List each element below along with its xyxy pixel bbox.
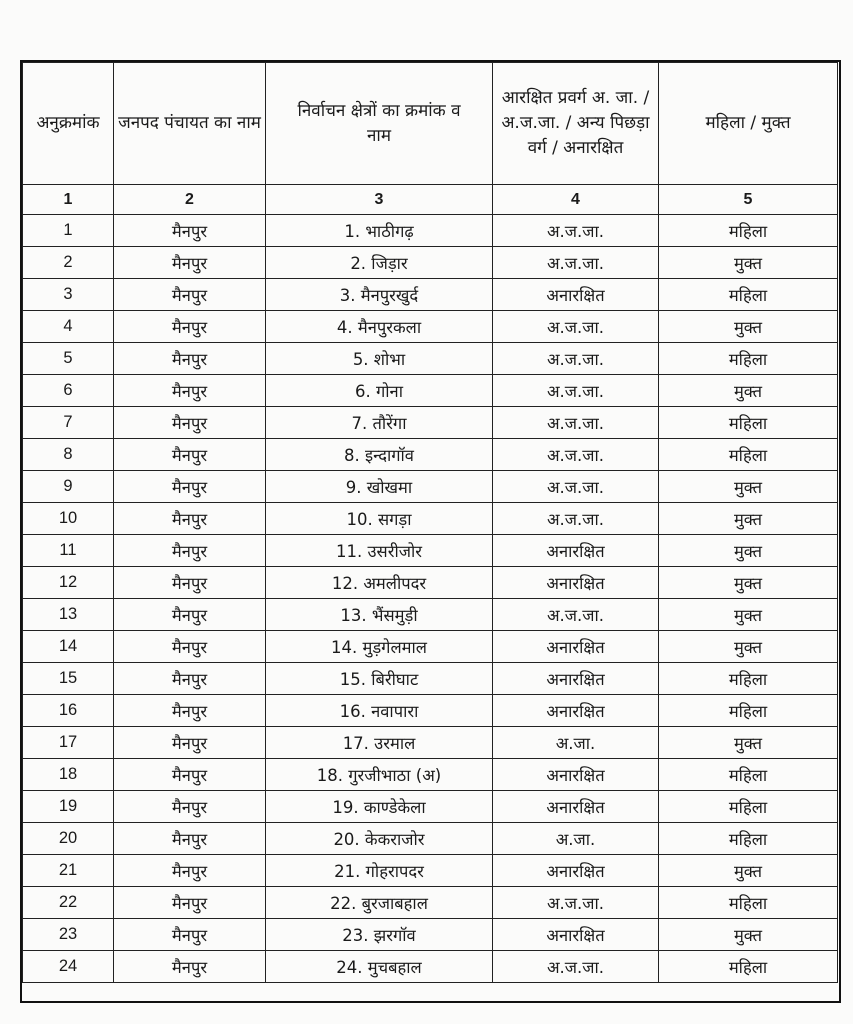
serial-cell: 1: [23, 215, 114, 247]
women-free-cell: मुक्त: [659, 311, 838, 343]
janpad-cell: मैनपुर: [114, 887, 266, 919]
constituency-cell: 18. गुरजीभाठा (अ): [266, 759, 493, 791]
serial-cell: 11: [23, 535, 114, 567]
janpad-cell: मैनपुर: [114, 247, 266, 279]
category-cell: अ.ज.जा.: [493, 439, 659, 471]
category-cell: अ.ज.जा.: [493, 407, 659, 439]
reservation-table: [22, 62, 838, 983]
janpad-cell: मैनपुर: [114, 343, 266, 375]
table-row: [23, 855, 838, 887]
constituency-cell: 11. उसरीजोर: [266, 535, 493, 567]
serial-cell: 9: [23, 471, 114, 503]
constituency-cell: 12. अमलीपदर: [266, 567, 493, 599]
serial-cell: 23: [23, 919, 114, 951]
category-cell: अ.ज.जा.: [493, 951, 659, 983]
table-row: [23, 439, 838, 471]
table-row: [23, 791, 838, 823]
category-cell: अ.ज.जा.: [493, 887, 659, 919]
janpad-cell: मैनपुर: [114, 727, 266, 759]
constituency-cell: 6. गोना: [266, 375, 493, 407]
table-row: [23, 567, 838, 599]
serial-cell: 16: [23, 695, 114, 727]
constituency-cell: 21. गोहरापदर: [266, 855, 493, 887]
table-row: [23, 247, 838, 279]
women-free-cell: महिला: [659, 695, 838, 727]
table-row: [23, 919, 838, 951]
header-janpad: जनपद पंचायत का नाम: [114, 63, 266, 185]
constituency-cell: 2. जिड़ार: [266, 247, 493, 279]
table-row: [23, 407, 838, 439]
janpad-cell: मैनपुर: [114, 663, 266, 695]
category-cell: अ.ज.जा.: [493, 311, 659, 343]
constituency-cell: 4. मैनपुरकला: [266, 311, 493, 343]
category-cell: अनारक्षित: [493, 855, 659, 887]
table-row: [23, 215, 838, 247]
column-number: 2: [114, 185, 266, 215]
serial-cell: 2: [23, 247, 114, 279]
women-free-cell: महिला: [659, 407, 838, 439]
table-row: [23, 535, 838, 567]
column-number: 4: [493, 185, 659, 215]
table-row: [23, 471, 838, 503]
serial-cell: 19: [23, 791, 114, 823]
constituency-cell: 19. काण्डेकेला: [266, 791, 493, 823]
column-number-row: [23, 185, 838, 215]
women-free-cell: महिला: [659, 279, 838, 311]
table-row: [23, 311, 838, 343]
serial-cell: 15: [23, 663, 114, 695]
serial-cell: 24: [23, 951, 114, 983]
women-free-cell: महिला: [659, 663, 838, 695]
category-cell: अ.जा.: [493, 823, 659, 855]
category-cell: अ.ज.जा.: [493, 343, 659, 375]
women-free-cell: महिला: [659, 439, 838, 471]
header-serial: अनुक्रमांक: [23, 63, 114, 185]
constituency-cell: 23. झरगॉव: [266, 919, 493, 951]
constituency-cell: 8. इन्दागॉव: [266, 439, 493, 471]
women-free-cell: मुक्त: [659, 567, 838, 599]
janpad-cell: मैनपुर: [114, 471, 266, 503]
category-cell: अ.जा.: [493, 727, 659, 759]
constituency-cell: 20. केकराजोर: [266, 823, 493, 855]
serial-cell: 4: [23, 311, 114, 343]
category-cell: अनारक्षित: [493, 695, 659, 727]
table-row: [23, 503, 838, 535]
janpad-cell: मैनपुर: [114, 919, 266, 951]
category-cell: अ.ज.जा.: [493, 247, 659, 279]
janpad-cell: मैनपुर: [114, 503, 266, 535]
constituency-cell: 10. सगड़ा: [266, 503, 493, 535]
janpad-cell: मैनपुर: [114, 855, 266, 887]
table-row: [23, 887, 838, 919]
constituency-cell: 1. भाठीगढ़: [266, 215, 493, 247]
women-free-cell: महिला: [659, 791, 838, 823]
table-row: [23, 823, 838, 855]
serial-cell: 10: [23, 503, 114, 535]
serial-cell: 20: [23, 823, 114, 855]
serial-cell: 12: [23, 567, 114, 599]
janpad-cell: मैनपुर: [114, 311, 266, 343]
category-cell: अनारक्षित: [493, 759, 659, 791]
women-free-cell: महिला: [659, 215, 838, 247]
women-free-cell: मुक्त: [659, 375, 838, 407]
column-number: 5: [659, 185, 838, 215]
janpad-cell: मैनपुर: [114, 951, 266, 983]
women-free-cell: मुक्त: [659, 631, 838, 663]
constituency-cell: 3. मैनपुरखुर्द: [266, 279, 493, 311]
women-free-cell: मुक्त: [659, 471, 838, 503]
janpad-cell: मैनपुर: [114, 791, 266, 823]
table-row: [23, 599, 838, 631]
category-cell: अ.ज.जा.: [493, 599, 659, 631]
janpad-cell: मैनपुर: [114, 439, 266, 471]
serial-cell: 13: [23, 599, 114, 631]
women-free-cell: महिला: [659, 343, 838, 375]
serial-cell: 3: [23, 279, 114, 311]
category-cell: अनारक्षित: [493, 919, 659, 951]
janpad-cell: मैनपुर: [114, 823, 266, 855]
constituency-cell: 22. बुरजाबहाल: [266, 887, 493, 919]
janpad-cell: मैनपुर: [114, 759, 266, 791]
serial-cell: 18: [23, 759, 114, 791]
category-cell: अनारक्षित: [493, 663, 659, 695]
category-cell: अनारक्षित: [493, 791, 659, 823]
janpad-cell: मैनपुर: [114, 567, 266, 599]
category-cell: अनारक्षित: [493, 535, 659, 567]
janpad-cell: मैनपुर: [114, 215, 266, 247]
constituency-cell: 14. मुड़गेलमाल: [266, 631, 493, 663]
category-cell: अ.ज.जा.: [493, 503, 659, 535]
women-free-cell: महिला: [659, 759, 838, 791]
women-free-cell: मुक्त: [659, 599, 838, 631]
women-free-cell: मुक्त: [659, 535, 838, 567]
table-row: [23, 343, 838, 375]
janpad-cell: मैनपुर: [114, 631, 266, 663]
category-cell: अनारक्षित: [493, 279, 659, 311]
serial-cell: 22: [23, 887, 114, 919]
women-free-cell: महिला: [659, 887, 838, 919]
janpad-cell: मैनपुर: [114, 279, 266, 311]
women-free-cell: महिला: [659, 823, 838, 855]
women-free-cell: मुक्त: [659, 855, 838, 887]
column-number: 3: [266, 185, 493, 215]
header-women-free: महिला / मुक्त: [659, 63, 838, 185]
constituency-cell: 16. नवापारा: [266, 695, 493, 727]
women-free-cell: मुक्त: [659, 727, 838, 759]
category-cell: अ.ज.जा.: [493, 215, 659, 247]
serial-cell: 5: [23, 343, 114, 375]
janpad-cell: मैनपुर: [114, 599, 266, 631]
table-row: [23, 951, 838, 983]
category-cell: अ.ज.जा.: [493, 471, 659, 503]
category-cell: अनारक्षित: [493, 567, 659, 599]
serial-cell: 6: [23, 375, 114, 407]
category-cell: अ.ज.जा.: [493, 375, 659, 407]
constituency-cell: 5. शोभा: [266, 343, 493, 375]
constituency-cell: 13. भैंसमुड़ी: [266, 599, 493, 631]
table-row: [23, 727, 838, 759]
serial-cell: 14: [23, 631, 114, 663]
header-category: आरक्षित प्रवर्ग अ. जा. / अ.ज.जा. / अन्य पिछड़ा वर्ग / अनारक्षित: [493, 63, 659, 185]
constituency-cell: 17. उरमाल: [266, 727, 493, 759]
constituency-cell: 7. तौरेंगा: [266, 407, 493, 439]
janpad-cell: मैनपुर: [114, 695, 266, 727]
janpad-cell: मैनपुर: [114, 375, 266, 407]
category-cell: अनारक्षित: [493, 631, 659, 663]
serial-cell: 21: [23, 855, 114, 887]
table-row: [23, 695, 838, 727]
column-number: 1: [23, 185, 114, 215]
table-row: [23, 375, 838, 407]
women-free-cell: मुक्त: [659, 919, 838, 951]
serial-cell: 8: [23, 439, 114, 471]
serial-cell: 7: [23, 407, 114, 439]
serial-cell: 17: [23, 727, 114, 759]
janpad-cell: मैनपुर: [114, 535, 266, 567]
header-row: [23, 63, 838, 185]
women-free-cell: मुक्त: [659, 503, 838, 535]
table-row: [23, 759, 838, 791]
header-constituency: निर्वाचन क्षेत्रों का क्रमांक व नाम: [266, 63, 493, 185]
constituency-cell: 15. बिरीघाट: [266, 663, 493, 695]
women-free-cell: महिला: [659, 951, 838, 983]
table-row: [23, 631, 838, 663]
janpad-cell: मैनपुर: [114, 407, 266, 439]
women-free-cell: मुक्त: [659, 247, 838, 279]
table-row: [23, 663, 838, 695]
constituency-cell: 9. खोखमा: [266, 471, 493, 503]
constituency-cell: 24. मुचबहाल: [266, 951, 493, 983]
table-row: [23, 279, 838, 311]
